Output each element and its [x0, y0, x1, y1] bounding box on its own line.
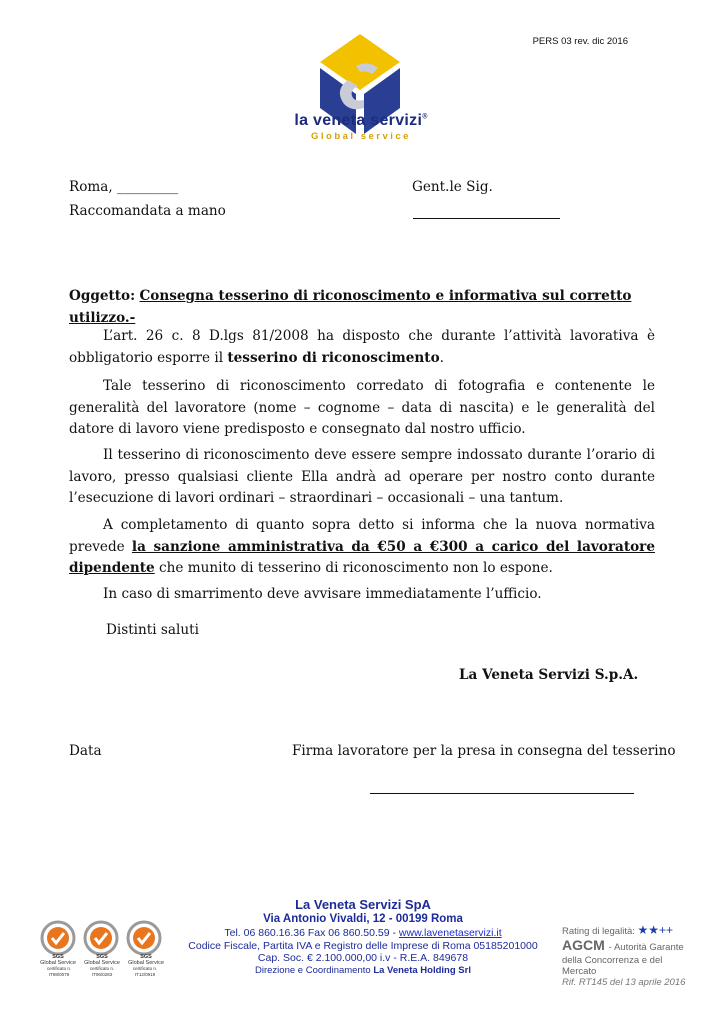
- sgs-label-3: Global Service: [128, 960, 164, 966]
- paragraph-3: Il tesserino di riconoscimento deve essere sempre indossato durante l’orario di lavoro, presso qualsiasi cliente Ella andrà ad operare per nostro conto durante l’esecuzione di lavori ordinari – straordinari – occasionali – una tantum.: [69, 447, 655, 506]
- footer-direction-label: Direzione e Coordinamento: [255, 964, 374, 976]
- rating-agency-desc-2: della Concorrenza e del Mercato: [562, 955, 663, 977]
- company-signature-name: La Veneta Servizi S.p.A.: [459, 667, 639, 683]
- paragraph-5: In caso di smarrimento deve avvisare immediatamente l’ufficio.: [103, 586, 542, 602]
- paragraph-1: [69, 326, 655, 369]
- sgs-brand-2: SGS: [96, 954, 108, 960]
- footer-address: Via Antonio Vivaldi, 12 - 00199 Roma: [263, 913, 463, 925]
- paragraph-1-text: L’art. 26 c. 8 D.lgs 81/2008 ha disposto che durante l’attività lavorativa è obbligatorio esporre il: [69, 328, 655, 366]
- signature-line: [370, 793, 634, 794]
- paragraph-2: Tale tesserino di riconoscimento corredato di fotografia e contenente le generalità del lavoratore (nome – cognome – data di nascita) e le generalità del datore di lavoro viene predisposto e consegnato dal nostro ufficio.: [69, 378, 655, 437]
- logo-text: [284, 112, 438, 142]
- footer-fiscal: Codice Fiscale, Partita IVA e Registro delle Imprese di Roma 05185201000: [188, 939, 538, 952]
- paragraph-1-end: .: [439, 349, 444, 366]
- company-footer: [170, 897, 556, 977]
- rating-label: Rating di legalità:: [562, 926, 635, 937]
- footer-website-link[interactable]: www.lavenetaservizi.it: [398, 927, 502, 939]
- rating-agency: AGCM: [562, 937, 605, 953]
- rating-reference: Rif. RT145 del 13 aprile 2016: [562, 977, 686, 988]
- document-code: PERS 03 rev. dic 2016: [532, 36, 628, 47]
- sgs-badge-2: [85, 922, 117, 954]
- registered-mark: ®: [422, 113, 428, 121]
- footer-phone: Tel. 06 860.16.36 Fax 06 860.50.59 -: [224, 927, 399, 939]
- sgs-brand-3: SGS: [140, 954, 152, 960]
- rating-agency-desc: - Autorità Garante: [608, 942, 684, 953]
- sgs-cert-3: certificato n. IT12/0919: [132, 966, 158, 977]
- sgs-badge-1: [42, 922, 74, 954]
- recipient-greeting: Gent.le Sig.: [412, 179, 493, 195]
- sanction-notice: la sanzione amministrativa da €50 a €300 a carico del lavoratore dipendente: [69, 538, 655, 576]
- footer-capital: Cap. Soc. € 2.100.000,00 i.v - R.E.A. 849678: [257, 952, 469, 964]
- footer-contacts: [170, 927, 556, 940]
- closing-salutation: Distinti saluti: [106, 622, 199, 638]
- subject-line: [69, 286, 669, 329]
- sgs-badge-3: [128, 922, 160, 954]
- company-signature: [459, 665, 638, 687]
- logo-tagline: Global service: [311, 131, 411, 142]
- recipient-name-line: [413, 218, 560, 219]
- sgs-labels: [38, 954, 166, 978]
- subject-label: Oggetto:: [69, 288, 136, 304]
- paragraph-1-bold: tesserino di riconoscimento: [227, 349, 440, 366]
- sgs-label-1: Global Service: [40, 960, 76, 966]
- sgs-cert-1: certificato n. IT98/0079: [46, 966, 72, 977]
- date-label: Data: [69, 743, 102, 759]
- sgs-cert-2: certificato n. IT06/0283: [89, 966, 115, 977]
- footer-company: La Veneta Servizi SpA: [295, 897, 431, 912]
- subject-text: Consegna tesserino di riconoscimento e informativa sul corretto utilizzo.-: [69, 288, 632, 326]
- paragraph-4-end: che munito di tesserino di riconoscimento non lo espone.: [154, 560, 553, 576]
- signature-label: Firma lavoratore per la presa in consegna del tesserino: [292, 743, 676, 759]
- logo-name: la veneta servizi: [294, 112, 423, 129]
- sgs-label-2: Global Service: [84, 960, 120, 966]
- footer-direction: [170, 965, 556, 977]
- footer-direction-name: La Veneta Holding Srl: [373, 964, 471, 976]
- place-date: Roma, _________: [69, 179, 179, 195]
- paragraph-4: [69, 515, 655, 580]
- sgs-brand-1: SGS: [52, 954, 64, 960]
- legality-rating: [562, 924, 690, 989]
- delivery-method: Raccomandata a mano: [69, 203, 226, 219]
- rating-stars-icon: ★★++: [637, 923, 674, 937]
- paragraph-4-text: A completamento di quanto sopra detto si informa che la nuova normativa prevede: [69, 517, 655, 555]
